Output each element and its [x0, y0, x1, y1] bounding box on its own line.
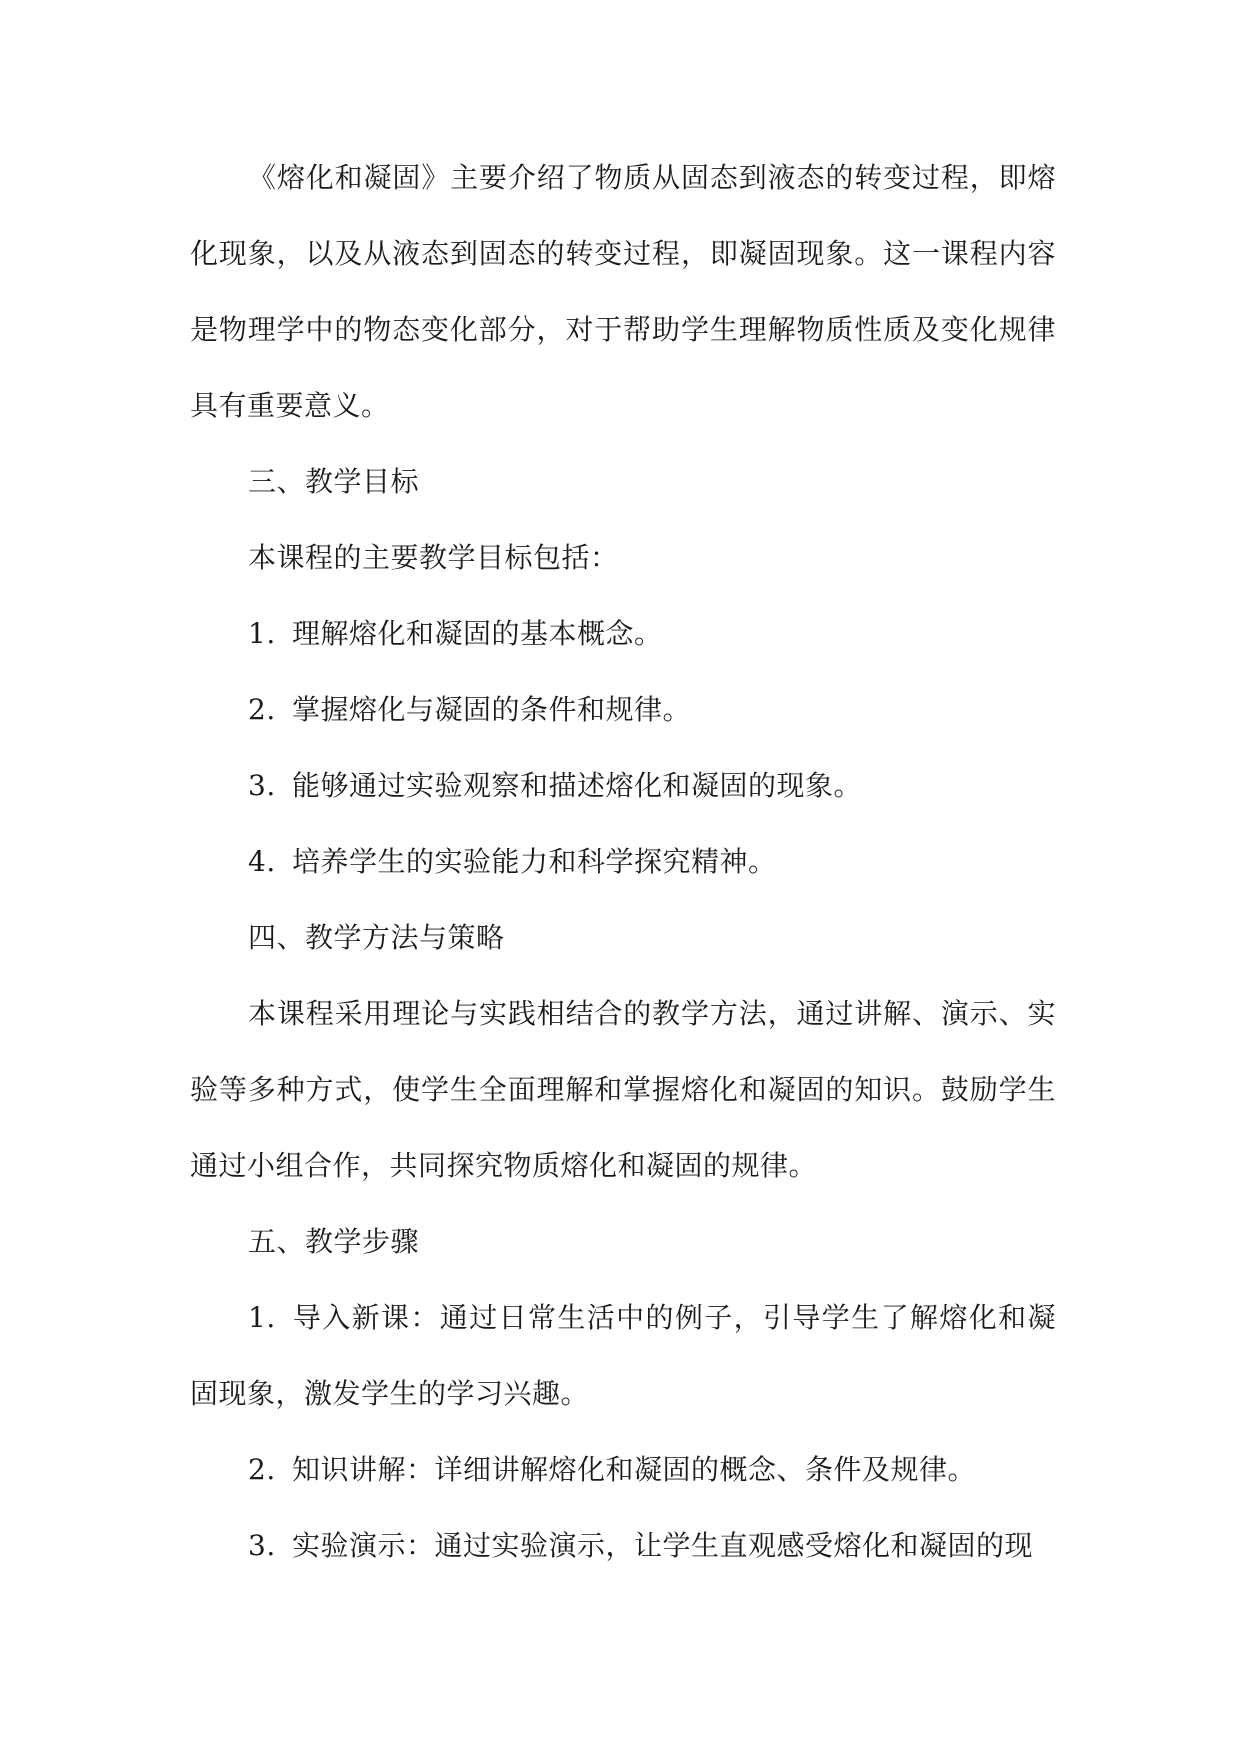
list-item [190, 672, 1056, 748]
paragraph-methods: 本课程采用理论与实践相结合的教学方法，通过讲解、演示、实验等多种方式，使学生全面理解和掌握熔化和凝固的知识。鼓励学生通过小组合作，共同探究物质熔化和凝固的规律。 [190, 997, 1056, 1182]
paragraph-goals-lead: 本课程的主要教学目标包括： [248, 541, 619, 574]
list-number: 4. [248, 845, 276, 878]
list-number: 2. [248, 693, 276, 726]
list-item [190, 596, 1056, 672]
list-item-text: 掌握熔化与凝固的条件和规律。 [292, 693, 692, 726]
list-item [190, 1280, 1056, 1432]
section-heading-teaching-goals: 三、教学目标 [248, 465, 420, 498]
list-number: 1. [248, 1301, 276, 1334]
list-item-text: 培养学生的实验能力和科学探究精神。 [292, 845, 777, 878]
list-item-text: 理解熔化和凝固的基本概念。 [292, 617, 663, 650]
list-item [190, 748, 1056, 824]
list-item-text: 导入新课：通过日常生活中的例子，引导学生了解熔化和凝固现象，激发学生的学习兴趣。 [190, 1301, 1056, 1410]
list-item-text: 实验演示：通过实验演示，让学生直观感受熔化和凝固的现 [292, 1529, 1034, 1562]
list-number: 3. [248, 769, 276, 802]
list-item-text: 知识讲解：详细讲解熔化和凝固的概念、条件及规律。 [292, 1453, 977, 1486]
list-item [190, 1432, 1056, 1508]
paragraph-intro: 《熔化和凝固》主要介绍了物质从固态到液态的转变过程，即熔化现象，以及从液态到固态的转变过程，即凝固现象。这一课程内容是物理学中的物态变化部分，对于帮助学生理解物质性质及变化规律具有重要意义。 [190, 161, 1056, 422]
list-item-text: 能够通过实验观察和描述熔化和凝固的现象。 [292, 769, 863, 802]
list-number: 3. [248, 1529, 276, 1562]
list-number: 1. [248, 617, 276, 650]
section-heading-methods: 四、教学方法与策略 [248, 921, 505, 954]
list-item [190, 824, 1056, 900]
list-number: 2. [248, 1453, 276, 1486]
list-item [190, 1508, 1056, 1584]
section-heading-steps: 五、教学步骤 [248, 1225, 420, 1258]
document-body [190, 140, 1056, 1584]
